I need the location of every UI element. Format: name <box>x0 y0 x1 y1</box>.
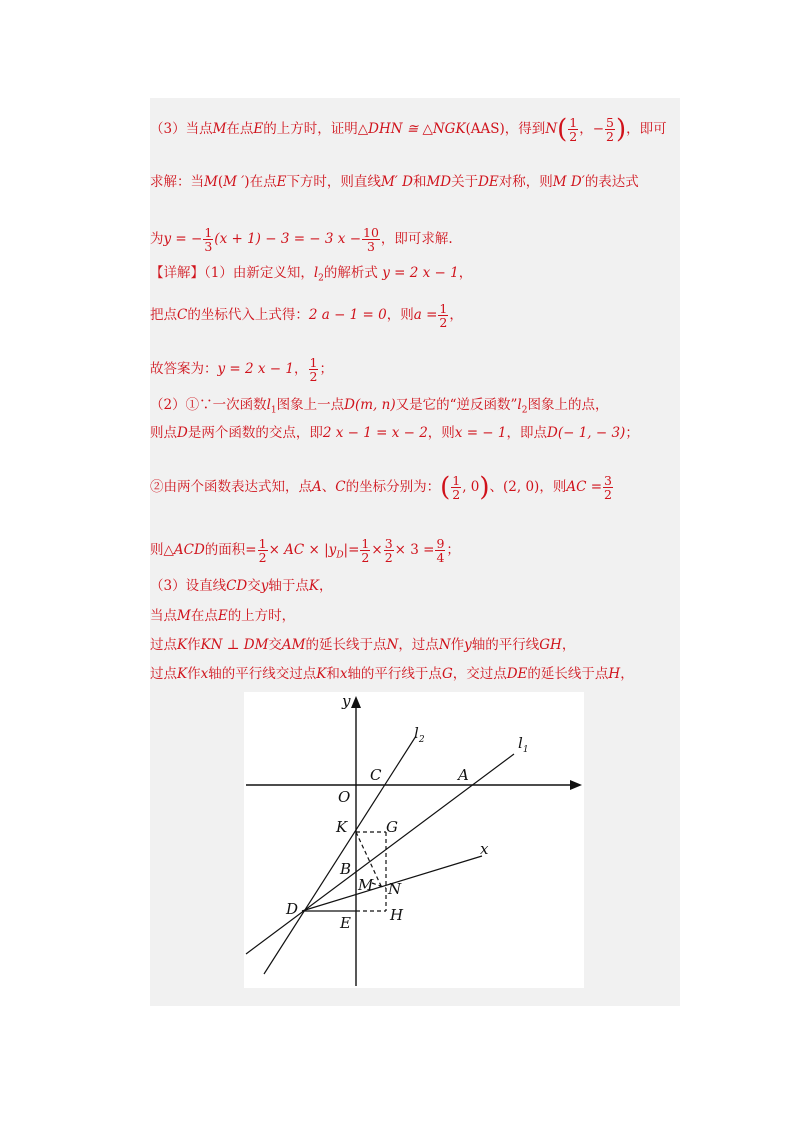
label-n: N <box>388 880 402 898</box>
text-line-9: ②由两个函数表达式知，点A、C的坐标分别为：( $\frac{1}{2}$ , 0)、(2, 0)，则AC = $\frac{3}{2}$ <box>150 472 612 503</box>
label-x: x <box>480 840 489 858</box>
label-a: A <box>458 766 469 784</box>
text-line-6: 故答案为：y = 2 x − 1， $\frac{1}{2}$ ； <box>150 355 333 384</box>
label-d: D <box>286 900 299 918</box>
text-line-1: （3）当点M在点E的上方时，证明△DHN ≅ △NGK(AAS)，得到N( $\frac{1}{2}$ ，− $\frac{5}{2}$ )，即可 <box>150 114 667 145</box>
text-line-12: 当点M在点E的上方时， <box>150 608 296 624</box>
text-line-14: 过点K作x轴的平行线交过点K和x轴的平行线于点G，交过点DE的延长线于点H， <box>150 666 634 682</box>
label-k: K <box>336 818 348 836</box>
text-line-10: 则△ACD的面积= $\frac{1}{2}$ × AC × $|y_D|=$ $\frac{1}{2}$ × $\frac{3}{2}$ × 3 = $\frac{9}{4}$ ； <box>150 536 460 565</box>
text-line-2: 求解：当M(M ′)在点E下方时，则直线M′ D和MD关于DE对称，则M D′的表达式 <box>150 174 639 190</box>
line-l1 <box>246 754 514 954</box>
text-line-13: 过点K作KN ⊥ DM交AM的延长线于点N，过点N作y轴的平行线GH， <box>150 637 576 653</box>
label-b: B <box>340 860 352 878</box>
text-line-3: 为y = − $\frac{1}{3}$ (x + 1) − 3 = − 3 x − $\frac{10}{3}$ ，即可求解. <box>150 225 453 254</box>
label-e: E <box>340 914 351 932</box>
text-line-5: 把点C的坐标代入上式得：2 a − 1 = 0，则a = $\frac{1}{2}$ ， <box>150 301 463 330</box>
text-line-8: 则点D是两个函数的交点，即2 x − 1 = x − 2，则x = − 1，即点D(− 1, − 3)； <box>150 425 639 441</box>
label-o: O <box>338 788 351 806</box>
text-line-11: （3）设直线CD交y轴于点K， <box>150 578 333 594</box>
label-c: C <box>370 766 382 784</box>
text-line-4: 【详解】（1）由新定义知，$l_2$的解析式 y = 2 x − 1， <box>150 265 473 284</box>
geometry-figure <box>244 692 584 988</box>
x-axis-arrow <box>570 780 582 790</box>
label-l2: $l_2$ <box>414 724 425 745</box>
label-h: H <box>390 906 404 924</box>
line-l2 <box>264 736 416 974</box>
label-m: M <box>358 876 374 894</box>
label-g: G <box>386 818 398 836</box>
figure-svg <box>244 692 584 988</box>
label-l1: $l_1$ <box>518 734 529 755</box>
text-line-7: （2）①∵一次函数$l_1$图象上一点D(m, n)又是它的“逆反函数$”l_2$图象上的点， <box>150 397 609 416</box>
y-axis-arrow <box>351 696 361 708</box>
label-y: y <box>342 692 351 710</box>
